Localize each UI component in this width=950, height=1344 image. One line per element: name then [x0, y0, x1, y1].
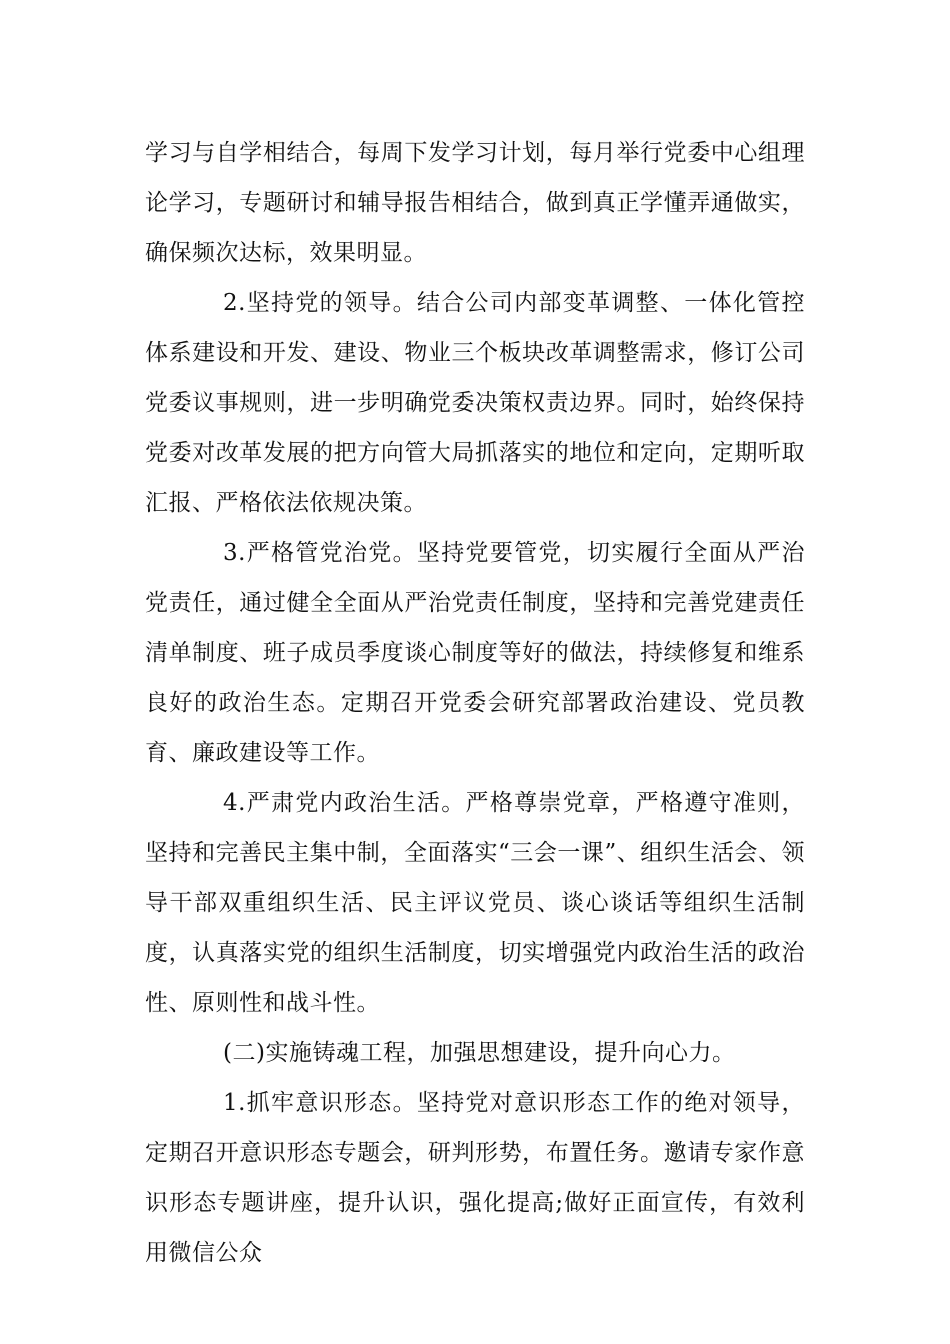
document-body — [145, 128, 805, 1278]
section-heading-soul-project: (二)实施铸魂工程，加强思想建设，提升向心力。 — [223, 1040, 736, 1066]
paragraph-ideology: 1.抓牢意识形态。坚持党对意识形态工作的绝对领导，定期召开意识形态专题会，研判形势，布置任务。邀请专家作意识形态专题讲座，提升认识，强化提高;做好正面宣传，有效利用微信公众 — [145, 1090, 805, 1266]
paragraph-study-continued: 学习与自学相结合，每周下发学习计划，每月举行党委中心组理论学习，专题研讨和辅导报告相结合，做到真正学懂弄通做实，确保频次达标，效果明显。 — [145, 140, 805, 266]
paragraph-political-life: 4.严肃党内政治生活。严格尊崇党章，严格遵守准则，坚持和完善民主集中制，全面落实“三会一课”、组织生活会、领导干部双重组织生活、民主评议党员、谈心谈话等组织生活制度，认真落实党的组织生活制度，切实增强党内政治生活的政治性、原则性和战斗性。 — [145, 790, 805, 1016]
paragraph-party-leadership: 2.坚持党的领导。结合公司内部变革调整、一体化管控体系建设和开发、建设、物业三个板块改革调整需求，修订公司党委议事规则，进一步明确党委决策权责边界。同时，始终保持党委对改革发展的把方向管大局抓落实的地位和定向，定期听取汇报、严格依法依规决策。 — [145, 290, 805, 516]
paragraph-strict-governance: 3.严格管党治党。坚持党要管党，切实履行全面从严治党责任，通过健全全面从严治党责任制度，坚持和完善党建责任清单制度、班子成员季度谈心制度等好的做法，持续修复和维系良好的政治生态。定期召开党委会研究部署政治建设、党员教育、廉政建设等工作。 — [145, 540, 805, 766]
